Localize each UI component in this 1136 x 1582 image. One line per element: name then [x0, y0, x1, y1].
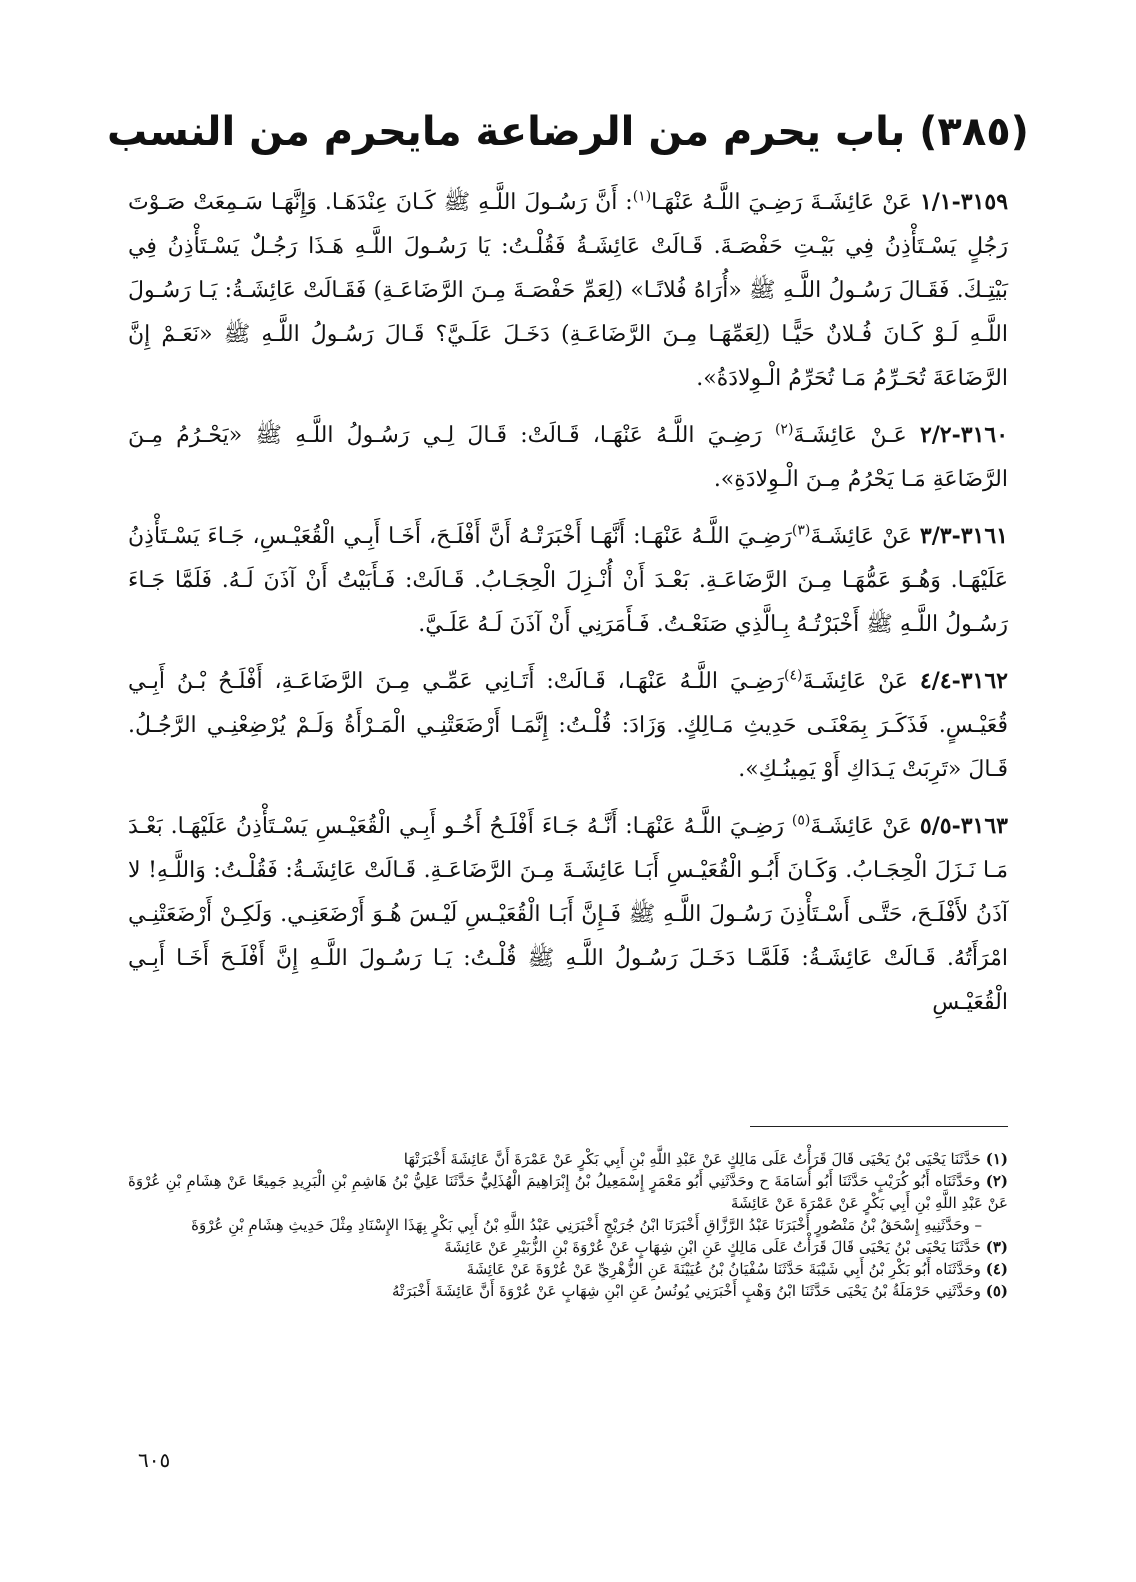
footnote-number: (٤) — [985, 1260, 1008, 1278]
hadith-fraction: ٥/٥ — [919, 813, 952, 839]
footnote-ref: (٤) — [783, 667, 803, 684]
hadith-number: ٣١٥٩- — [951, 189, 1009, 215]
hadith-text: رَضِـيَ اللَّـهُ عَنْهَـا: أَنَّهَـا أَخْبَرَتْـهُ أَنَّ أَفْلَـحَ، أَخَـا أَبِـي الْقُعَيْـسِ، جَـاءَ يَسْـتَأْذِنُ عَلَيْهَـا. وَهُـوَ عَمُّهَـا مِـنَ الرَّضَاعَـةِ. بَعْـدَ أَنْ أُنْـزِلَ الْحِجَـابُ. قَـالَتْ: فَـأَبَيْتُ أَنْ آذَنَ لَـهُ. فَلَمَّا جَـاءَ رَسُـولُ اللَّـهِ ﷺ أَخْبَرْتُـهُ بِـالَّذِي صَنَعْـتُ. فَـأَمَرَنِي أَنْ آذَنَ لَـهُ عَلَـيَّ. — [128, 524, 1008, 637]
hadith-text: عَنْ عَائِشَـةَ رَضِـيَ اللَّـهُ عَنْهَـا — [651, 190, 920, 215]
footnote-text: وحَدَّثَنِي حَرْمَلَةُ بْنُ يَحْيَى حَدَّثَنَا ابْنُ وَهْبٍ أَخْبَرَنِي يُونُسُ عَنِ ابْنِ شِهَابٍ عَنْ عُرْوَةَ أَنَّ عَائِشَةَ أَخْبَرَتْهُ — [392, 1282, 981, 1300]
footnote-text: – وحَدَّثَنِيهِ إِسْحَقُ بْنُ مَنْصُورٍ أَخْبَرَنَا عَبْدُ الرَّزَّاقِ أَخْبَرَنَا ابْنُ جُرَيْجٍ أَخْبَرَنِي عَبْدُ اللَّهِ بْنُ أَبِي بَكْرٍ بِهَذَا الإِسْنَادِ مِثْلَ حَدِيثِ هِشَامِ بْنِ عُرْوَةَ — [191, 1216, 982, 1234]
hadith-text: عَنْ عَائِشَـةَ — [802, 669, 920, 694]
hadith-3162 — [128, 659, 1008, 792]
hadith-fraction: ٣/٣ — [919, 523, 952, 549]
footnote-ref: (٣) — [791, 522, 811, 539]
hadith-text: عَـنْ عَائِشَـةَ — [793, 423, 920, 448]
footnote-divider — [750, 1126, 1008, 1127]
footnote-text: وحَدَّثَنَاه أَبُو كُرَيْبٍ حَدَّثَنَا أَبُو أُسَامَةَ ح وحَدَّثَنِي أَبُو مَعْمَرٍ إِسْمَعِيلُ بْنُ إِبْرَاهِيمَ الْهُذَلِيُّ حَدَّثَنَا عَلِيُّ بْنُ هَاشِمِ بْنِ الْبَرِيدِ جَمِيعًا عَنْ هِشَامِ بْنِ عُرْوَةَ عَنْ عَبْدِ اللَّهِ بْنِ أَبِي بَكْرٍ عَنْ عَمْرَةَ عَنْ عَائِشَةَ — [128, 1172, 1008, 1212]
hadith-number: ٣١٦١- — [951, 523, 1008, 549]
hadith-number: ٣١٦٠- — [951, 422, 1009, 448]
hadith-text: رَضِـيَ اللَّـهُ عَنْهَـا، قَـالَتْ: أَتَـانِي عَمِّـي مِـنَ الرَّضَاعَـةِ، أَفْلَـحُ بْـنُ أَبِـي قُعَيْـسٍ. فَذَكَـرَ بِمَعْنَـى حَدِيثِ مَـالِكٍ. وَزَادَ: قُلْـتُ: إِنَّمَـا أَرْضَعَتْنِـي الْمَـرْأَةُ وَلَـمْ يُرْضِعْنِـي الرَّجُـلُ. قَـالَ «تَرِبَتْ يَـدَاكِ أَوْ يَمِينُـكِ». — [128, 669, 1008, 782]
hadith-3160 — [128, 413, 1008, 502]
hadith-fraction: ٢/٢ — [919, 422, 952, 448]
hadith-number: ٣١٦٢- — [951, 668, 1008, 694]
page-number: ٦٠٥ — [138, 1448, 171, 1472]
footnote-number: (١) — [985, 1150, 1008, 1168]
footnote-text: وحَدَّثَنَاه أَبُو بَكْرِ بْنُ أَبِي شَيْبَةَ حَدَّثَنَا سُفْيَانُ بْنُ عُيَيْنَةَ عَنِ الزُّهْرِيِّ عَنْ عُرْوَةَ عَنْ عَائِشَةَ — [466, 1260, 981, 1278]
hadith-text: عَنْ عَائِشَـةَ — [810, 524, 920, 549]
hadith-body — [128, 180, 1008, 1037]
footnote-5 — [128, 1280, 1008, 1302]
footnote-2-continuation — [128, 1214, 1008, 1236]
footnote-ref: (٥) — [791, 812, 811, 829]
hadith-fraction: ٤/٤ — [919, 668, 952, 694]
footnote-number: (٢) — [985, 1172, 1008, 1190]
footnote-ref: (٢) — [774, 421, 794, 438]
hadith-3163 — [128, 804, 1008, 1025]
hadith-text: : أَنَّ رَسُـولَ اللَّـهِ ﷺ كَـانَ عِنْدَهَـا. وَإِنَّهَـا سَـمِعَتْ صَـوْتَ رَجُلٍ يَسْـتَأْذِنُ فِي بَيْـتِ حَفْصَـةَ. قَـالَتْ عَائِشَـةُ فَقُلْـتُ: يَا رَسُـولَ اللَّـهِ هَـذَا رَجُـلٌ يَسْـتَأْذِنُ فِي بَيْتِـكَ. فَقَـالَ رَسُـولُ اللَّـهِ ﷺ «أُرَاهُ فُلانًـا» (لِعَمِّ حَفْصَـةَ مِـنَ الرَّضَاعَـةِ) فَقَـالَتْ عَائِشَـةُ: يَـا رَسُـولَ اللَّـهِ لَـوْ كَـانَ فُـلانٌ حَيًّـا (لِعَمِّهَـا مِـنَ الرَّضَاعَـةِ) دَخَـلَ عَلَـيَّ؟ قَـالَ رَسُـولُ اللَّـهِ ﷺ «نَعَـمْ إِنَّ الرَّضَاعَةَ تُحَـرِّمُ مَـا تُحَرِّمُ الْـوِلادَةُ». — [128, 190, 1008, 391]
hadith-fraction: ١/١ — [919, 189, 952, 215]
footnote-ref: (١) — [632, 188, 652, 205]
chapter-title: (٣٨٥) باب يحرم من الرضاعة مايحرم من النسب — [107, 109, 1029, 155]
hadith-text: عَنْ عَائِشَـةَ — [810, 814, 920, 839]
hadith-3161 — [128, 514, 1008, 647]
hadith-text: رَضِـيَ اللَّـهُ عَنْهَـا، قَـالَتْ: قَـالَ لِـي رَسُـولُ اللَّـهِ ﷺ «يَحْـرُمُ مِـنَ الرَّضَاعَةِ مَـا يَحْرُمُ مِـنَ الْـوِلادَةِ». — [128, 423, 1008, 492]
hadith-text: رَضِـيَ اللَّـهُ عَنْهَـا: أَنَّـهُ جَـاءَ أَفْلَـحُ أَخُـو أَبِـي الْقُعَيْـسِ يَسْـتَأْذِنُ عَلَيْهَـا. بَعْـدَ مَـا نَـزَلَ الْحِجَـابُ. وَكَـانَ أَبُـو الْقُعَيْـسِ أَبَـا عَائِشَـةَ مِـنَ الرَّضَاعَـةِ. قَـالَتْ عَائِشَـةُ: فَقُلْـتُ: وَاللَّـهِ! لا آذَنُ لأَفْلَـحَ، حَتَّـى أَسْـتَأْذِنَ رَسُـولَ اللَّـهِ ﷺ فَـإِنَّ أَبَـا الْقُعَيْـسِ لَيْـسَ هُـوَ أَرْضَعَنِـي. وَلَكِـنْ أَرْضَعَتْنِـي امْرَأَتُهُ. قَـالَتْ عَائِشَـةُ: فَلَمَّـا دَخَـلَ رَسُـولُ اللَّـهِ ﷺ قُلْـتُ: يَـا رَسُـولَ اللَّـهِ إِنَّ أَفْلَـحَ أَخَـا أَبِـي الْقُعَيْـسِ — [128, 814, 1008, 1015]
footnote-1 — [128, 1148, 1008, 1170]
footnote-2 — [128, 1170, 1008, 1214]
footnote-number: (٣) — [985, 1238, 1008, 1256]
footnotes — [128, 1148, 1008, 1302]
footnote-text: حَدَّثَنَا يَحْيَى بْنُ يَحْيَى قَالَ قَرَأْتُ عَلَى مَالِكٍ عَنِ ابْنِ شِهَابٍ عَنْ عُرْوَةَ بْنِ الزُّبَيْرِ عَنْ عَائِشَةَ — [444, 1238, 981, 1256]
footnote-text: حَدَّثَنَا يَحْيَى بْنُ يَحْيَى قَالَ قَرَأْتُ عَلَى مَالِكٍ عَنْ عَبْدِ اللَّهِ بْنِ أَبِي بَكْرٍ عَنْ عَمْرَةَ أَنَّ عَائِشَةَ أَخْبَرَتْهَا — [403, 1150, 981, 1168]
hadith-3159 — [128, 180, 1008, 401]
footnote-number: (٥) — [985, 1282, 1008, 1300]
hadith-number: ٣١٦٣- — [951, 813, 1008, 839]
footnote-4 — [128, 1258, 1008, 1280]
footnote-3 — [128, 1236, 1008, 1258]
